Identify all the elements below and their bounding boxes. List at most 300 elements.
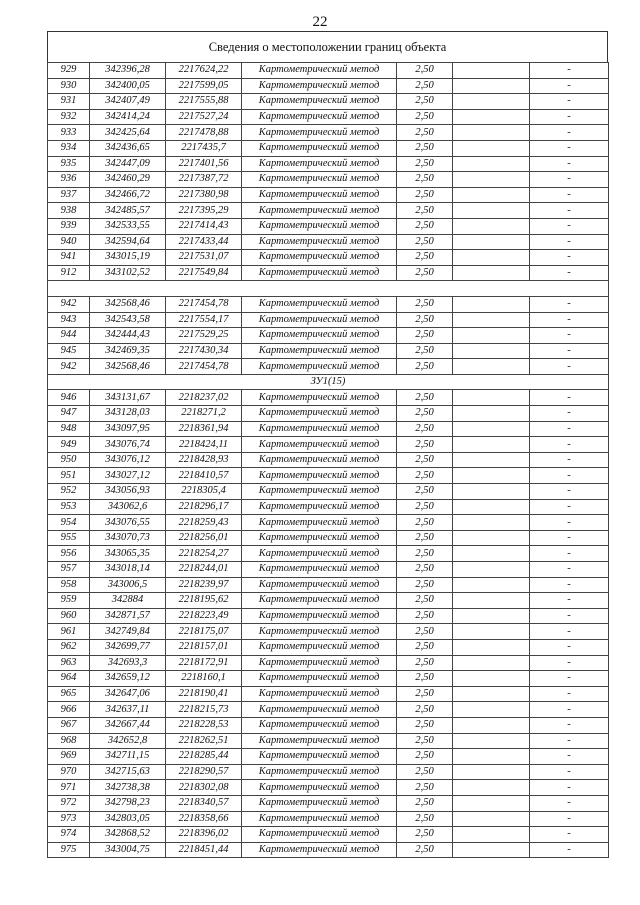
precision-cell: 2,50 bbox=[397, 94, 453, 110]
empty-cell bbox=[453, 780, 530, 796]
empty-cell bbox=[453, 749, 530, 765]
method-cell: Картометрический метод bbox=[242, 733, 397, 749]
table-row bbox=[48, 702, 609, 718]
point-number: 932 bbox=[48, 109, 90, 125]
coord-y: 2218215,73 bbox=[166, 702, 242, 718]
coord-x: 342637,11 bbox=[90, 702, 166, 718]
dash-cell: - bbox=[530, 546, 609, 562]
dash-cell: - bbox=[530, 624, 609, 640]
table-row bbox=[48, 156, 609, 172]
point-number: 953 bbox=[48, 499, 90, 515]
coord-x: 342469,35 bbox=[90, 343, 166, 359]
table-row bbox=[48, 764, 609, 780]
precision-cell: 2,50 bbox=[397, 156, 453, 172]
coord-y: 2218296,17 bbox=[166, 499, 242, 515]
point-number: 969 bbox=[48, 749, 90, 765]
coord-y: 2218239,97 bbox=[166, 577, 242, 593]
coord-x: 342711,15 bbox=[90, 749, 166, 765]
dash-cell: - bbox=[530, 577, 609, 593]
empty-cell bbox=[453, 78, 530, 94]
point-number: 971 bbox=[48, 780, 90, 796]
dash-cell: - bbox=[530, 530, 609, 546]
empty-cell bbox=[453, 63, 530, 79]
dash-cell: - bbox=[530, 78, 609, 94]
point-number: 952 bbox=[48, 484, 90, 500]
coord-x: 343076,12 bbox=[90, 452, 166, 468]
empty-cell bbox=[453, 234, 530, 250]
table-row bbox=[48, 78, 609, 94]
dash-cell: - bbox=[530, 343, 609, 359]
method-cell: Картометрический метод bbox=[242, 827, 397, 843]
empty-cell bbox=[453, 717, 530, 733]
point-number: 955 bbox=[48, 530, 90, 546]
precision-cell: 2,50 bbox=[397, 764, 453, 780]
table-row bbox=[48, 312, 609, 328]
method-cell: Картометрический метод bbox=[242, 717, 397, 733]
coord-x: 342803,05 bbox=[90, 811, 166, 827]
method-cell: Картометрический метод bbox=[242, 608, 397, 624]
precision-cell: 2,50 bbox=[397, 421, 453, 437]
point-number: 940 bbox=[48, 234, 90, 250]
method-cell: Картометрический метод bbox=[242, 484, 397, 500]
coord-y: 2217395,29 bbox=[166, 203, 242, 219]
method-cell: Картометрический метод bbox=[242, 406, 397, 422]
dash-cell: - bbox=[530, 265, 609, 281]
point-number: 951 bbox=[48, 468, 90, 484]
dash-cell: - bbox=[530, 827, 609, 843]
table-row bbox=[48, 484, 609, 500]
table-row bbox=[48, 140, 609, 156]
empty-cell bbox=[453, 655, 530, 671]
table-title: Сведения о местоположении границ объекта bbox=[47, 31, 608, 62]
coordinates-table bbox=[47, 62, 609, 858]
coord-x: 342667,44 bbox=[90, 717, 166, 733]
point-number: 937 bbox=[48, 187, 90, 203]
empty-cell bbox=[453, 172, 530, 188]
dash-cell: - bbox=[530, 795, 609, 811]
table-row bbox=[48, 717, 609, 733]
method-cell: Картометрический метод bbox=[242, 577, 397, 593]
table-row bbox=[48, 655, 609, 671]
precision-cell: 2,50 bbox=[397, 452, 453, 468]
precision-cell: 2,50 bbox=[397, 842, 453, 858]
method-cell: Картометрический метод bbox=[242, 172, 397, 188]
table-row bbox=[48, 187, 609, 203]
point-number: 960 bbox=[48, 608, 90, 624]
coord-y: 2217624,22 bbox=[166, 63, 242, 79]
precision-cell: 2,50 bbox=[397, 624, 453, 640]
precision-cell: 2,50 bbox=[397, 390, 453, 406]
empty-cell bbox=[453, 733, 530, 749]
coord-x: 342659,12 bbox=[90, 671, 166, 687]
coord-y: 2218410,57 bbox=[166, 468, 242, 484]
coord-x: 343128,03 bbox=[90, 406, 166, 422]
coord-y: 2217549,84 bbox=[166, 265, 242, 281]
method-cell: Картометрический метод bbox=[242, 218, 397, 234]
empty-cell bbox=[453, 359, 530, 375]
empty-cell bbox=[453, 593, 530, 609]
method-cell: Картометрический метод bbox=[242, 359, 397, 375]
coord-x: 343004,75 bbox=[90, 842, 166, 858]
point-number: 947 bbox=[48, 406, 90, 422]
coord-x: 342407,49 bbox=[90, 94, 166, 110]
point-number: 974 bbox=[48, 827, 90, 843]
precision-cell: 2,50 bbox=[397, 655, 453, 671]
point-number: 929 bbox=[48, 63, 90, 79]
coord-y: 2218271,2 bbox=[166, 406, 242, 422]
coord-y: 2218259,43 bbox=[166, 515, 242, 531]
coord-y: 2218302,08 bbox=[166, 780, 242, 796]
coord-y: 2218256,01 bbox=[166, 530, 242, 546]
table-row bbox=[48, 296, 609, 312]
dash-cell: - bbox=[530, 655, 609, 671]
boundary-table-sheet bbox=[47, 31, 608, 858]
coord-x: 342485,57 bbox=[90, 203, 166, 219]
method-cell: Картометрический метод bbox=[242, 343, 397, 359]
point-number: 949 bbox=[48, 437, 90, 453]
point-number: 945 bbox=[48, 343, 90, 359]
dash-cell: - bbox=[530, 140, 609, 156]
empty-cell bbox=[453, 546, 530, 562]
empty-cell bbox=[453, 406, 530, 422]
point-number: 968 bbox=[48, 733, 90, 749]
coord-x: 343131,67 bbox=[90, 390, 166, 406]
coord-x: 343102,52 bbox=[90, 265, 166, 281]
point-number: 975 bbox=[48, 842, 90, 858]
coord-x: 342447,09 bbox=[90, 156, 166, 172]
point-number: 962 bbox=[48, 639, 90, 655]
method-cell: Картометрический метод bbox=[242, 562, 397, 578]
method-cell: Картометрический метод bbox=[242, 421, 397, 437]
precision-cell: 2,50 bbox=[397, 109, 453, 125]
coord-x: 342533,55 bbox=[90, 218, 166, 234]
dash-cell: - bbox=[530, 359, 609, 375]
dash-cell: - bbox=[530, 437, 609, 453]
method-cell: Картометрический метод bbox=[242, 109, 397, 125]
dash-cell: - bbox=[530, 717, 609, 733]
method-cell: Картометрический метод bbox=[242, 546, 397, 562]
table-row bbox=[48, 452, 609, 468]
coord-x: 342749,84 bbox=[90, 624, 166, 640]
dash-cell: - bbox=[530, 686, 609, 702]
coord-y: 2217529,25 bbox=[166, 328, 242, 344]
method-cell: Картометрический метод bbox=[242, 702, 397, 718]
coord-x: 342543,58 bbox=[90, 312, 166, 328]
empty-cell bbox=[453, 624, 530, 640]
dash-cell: - bbox=[530, 125, 609, 141]
coord-y: 2218305,4 bbox=[166, 484, 242, 500]
coord-x: 342715,63 bbox=[90, 764, 166, 780]
dash-cell: - bbox=[530, 764, 609, 780]
dash-cell: - bbox=[530, 468, 609, 484]
coord-y: 2217430,34 bbox=[166, 343, 242, 359]
point-number: 964 bbox=[48, 671, 90, 687]
empty-cell bbox=[453, 250, 530, 266]
method-cell: Картометрический метод bbox=[242, 764, 397, 780]
method-cell: Картометрический метод bbox=[242, 78, 397, 94]
table-row bbox=[48, 250, 609, 266]
coord-y: 2218428,93 bbox=[166, 452, 242, 468]
empty-cell bbox=[453, 437, 530, 453]
dash-cell: - bbox=[530, 156, 609, 172]
empty-cell bbox=[453, 639, 530, 655]
empty-cell bbox=[453, 421, 530, 437]
section-label-row bbox=[48, 374, 609, 390]
precision-cell: 2,50 bbox=[397, 593, 453, 609]
method-cell: Картометрический метод bbox=[242, 530, 397, 546]
coord-y: 2217531,07 bbox=[166, 250, 242, 266]
table-row bbox=[48, 437, 609, 453]
coord-x: 342652,8 bbox=[90, 733, 166, 749]
table-row bbox=[48, 749, 609, 765]
dash-cell: - bbox=[530, 109, 609, 125]
coord-y: 2218396,02 bbox=[166, 827, 242, 843]
point-number: 965 bbox=[48, 686, 90, 702]
method-cell: Картометрический метод bbox=[242, 187, 397, 203]
coord-y: 2218172,91 bbox=[166, 655, 242, 671]
point-number: 948 bbox=[48, 421, 90, 437]
dash-cell: - bbox=[530, 608, 609, 624]
method-cell: Картометрический метод bbox=[242, 312, 397, 328]
precision-cell: 2,50 bbox=[397, 749, 453, 765]
coord-x: 342594,64 bbox=[90, 234, 166, 250]
coord-x: 342798,23 bbox=[90, 795, 166, 811]
empty-cell bbox=[453, 608, 530, 624]
empty-cell bbox=[453, 109, 530, 125]
empty-cell bbox=[453, 562, 530, 578]
point-number: 946 bbox=[48, 390, 90, 406]
precision-cell: 2,50 bbox=[397, 702, 453, 718]
empty-cell bbox=[453, 328, 530, 344]
point-number: 935 bbox=[48, 156, 90, 172]
point-number: 933 bbox=[48, 125, 90, 141]
coord-y: 2217555,88 bbox=[166, 94, 242, 110]
dash-cell: - bbox=[530, 187, 609, 203]
precision-cell: 2,50 bbox=[397, 172, 453, 188]
empty-cell bbox=[453, 811, 530, 827]
method-cell: Картометрический метод bbox=[242, 437, 397, 453]
precision-cell: 2,50 bbox=[397, 811, 453, 827]
point-number: 966 bbox=[48, 702, 90, 718]
precision-cell: 2,50 bbox=[397, 686, 453, 702]
point-number: 950 bbox=[48, 452, 90, 468]
empty-cell bbox=[453, 577, 530, 593]
point-number: 959 bbox=[48, 593, 90, 609]
dash-cell: - bbox=[530, 328, 609, 344]
precision-cell: 2,50 bbox=[397, 608, 453, 624]
table-row bbox=[48, 546, 609, 562]
dash-cell: - bbox=[530, 499, 609, 515]
precision-cell: 2,50 bbox=[397, 125, 453, 141]
coord-x: 342444,43 bbox=[90, 328, 166, 344]
coord-y: 2217401,56 bbox=[166, 156, 242, 172]
empty-cell bbox=[453, 842, 530, 858]
coord-y: 2218228,53 bbox=[166, 717, 242, 733]
coord-y: 2218244,01 bbox=[166, 562, 242, 578]
empty-cell bbox=[453, 795, 530, 811]
table-row bbox=[48, 406, 609, 422]
blank-row-cell bbox=[48, 281, 609, 297]
method-cell: Картометрический метод bbox=[242, 624, 397, 640]
precision-cell: 2,50 bbox=[397, 187, 453, 203]
point-number: 938 bbox=[48, 203, 90, 219]
precision-cell: 2,50 bbox=[397, 359, 453, 375]
table-row bbox=[48, 328, 609, 344]
table-row bbox=[48, 780, 609, 796]
point-number: 941 bbox=[48, 250, 90, 266]
precision-cell: 2,50 bbox=[397, 577, 453, 593]
coord-x: 342436,65 bbox=[90, 140, 166, 156]
empty-cell bbox=[453, 686, 530, 702]
coord-y: 2218190,41 bbox=[166, 686, 242, 702]
coord-x: 343015,19 bbox=[90, 250, 166, 266]
dash-cell: - bbox=[530, 63, 609, 79]
table-row bbox=[48, 639, 609, 655]
method-cell: Картометрический метод bbox=[242, 749, 397, 765]
precision-cell: 2,50 bbox=[397, 515, 453, 531]
point-number: 942 bbox=[48, 296, 90, 312]
precision-cell: 2,50 bbox=[397, 546, 453, 562]
precision-cell: 2,50 bbox=[397, 484, 453, 500]
point-number: 967 bbox=[48, 717, 90, 733]
precision-cell: 2,50 bbox=[397, 780, 453, 796]
empty-cell bbox=[453, 140, 530, 156]
method-cell: Картометрический метод bbox=[242, 265, 397, 281]
method-cell: Картометрический метод bbox=[242, 842, 397, 858]
dash-cell: - bbox=[530, 94, 609, 110]
table-row bbox=[48, 499, 609, 515]
coord-x: 342414,24 bbox=[90, 109, 166, 125]
coord-x: 343027,12 bbox=[90, 468, 166, 484]
empty-cell bbox=[453, 827, 530, 843]
dash-cell: - bbox=[530, 515, 609, 531]
dash-cell: - bbox=[530, 639, 609, 655]
precision-cell: 2,50 bbox=[397, 312, 453, 328]
table-row bbox=[48, 203, 609, 219]
point-number: 930 bbox=[48, 78, 90, 94]
point-number: 956 bbox=[48, 546, 90, 562]
precision-cell: 2,50 bbox=[397, 328, 453, 344]
table-row bbox=[48, 686, 609, 702]
empty-cell bbox=[453, 296, 530, 312]
dash-cell: - bbox=[530, 234, 609, 250]
precision-cell: 2,50 bbox=[397, 530, 453, 546]
dash-cell: - bbox=[530, 172, 609, 188]
coord-y: 2217478,88 bbox=[166, 125, 242, 141]
point-number: 944 bbox=[48, 328, 90, 344]
method-cell: Картометрический метод bbox=[242, 780, 397, 796]
coord-x: 342568,46 bbox=[90, 296, 166, 312]
coord-x: 342693,3 bbox=[90, 655, 166, 671]
dash-cell: - bbox=[530, 312, 609, 328]
table-row bbox=[48, 624, 609, 640]
precision-cell: 2,50 bbox=[397, 78, 453, 94]
coord-y: 2218160,1 bbox=[166, 671, 242, 687]
table-row bbox=[48, 733, 609, 749]
precision-cell: 2,50 bbox=[397, 717, 453, 733]
coord-y: 2218262,51 bbox=[166, 733, 242, 749]
table-row bbox=[48, 125, 609, 141]
coord-x: 342425,64 bbox=[90, 125, 166, 141]
dash-cell: - bbox=[530, 203, 609, 219]
method-cell: Картометрический метод bbox=[242, 328, 397, 344]
coord-x: 342568,46 bbox=[90, 359, 166, 375]
coord-x: 343056,93 bbox=[90, 484, 166, 500]
coord-y: 2218290,57 bbox=[166, 764, 242, 780]
dash-cell: - bbox=[530, 842, 609, 858]
table-row bbox=[48, 795, 609, 811]
point-number: 957 bbox=[48, 562, 90, 578]
table-row bbox=[48, 359, 609, 375]
coord-y: 2217554,17 bbox=[166, 312, 242, 328]
precision-cell: 2,50 bbox=[397, 63, 453, 79]
empty-cell bbox=[453, 484, 530, 500]
dash-cell: - bbox=[530, 562, 609, 578]
table-row bbox=[48, 827, 609, 843]
coord-y: 2218358,66 bbox=[166, 811, 242, 827]
method-cell: Картометрический метод bbox=[242, 655, 397, 671]
coord-y: 2218237,02 bbox=[166, 390, 242, 406]
table-row bbox=[48, 515, 609, 531]
method-cell: Картометрический метод bbox=[242, 125, 397, 141]
coord-x: 342396,28 bbox=[90, 63, 166, 79]
method-cell: Картометрический метод bbox=[242, 811, 397, 827]
coord-y: 2217433,44 bbox=[166, 234, 242, 250]
point-number: 958 bbox=[48, 577, 90, 593]
table-row bbox=[48, 172, 609, 188]
point-number: 931 bbox=[48, 94, 90, 110]
empty-cell bbox=[453, 125, 530, 141]
table-row bbox=[48, 811, 609, 827]
precision-cell: 2,50 bbox=[397, 639, 453, 655]
empty-cell bbox=[453, 515, 530, 531]
table-row bbox=[48, 530, 609, 546]
dash-cell: - bbox=[530, 671, 609, 687]
method-cell: Картометрический метод bbox=[242, 593, 397, 609]
method-cell: Картометрический метод bbox=[242, 468, 397, 484]
point-number: 954 bbox=[48, 515, 90, 531]
dash-cell: - bbox=[530, 484, 609, 500]
method-cell: Картометрический метод bbox=[242, 250, 397, 266]
point-number: 961 bbox=[48, 624, 90, 640]
method-cell: Картометрический метод bbox=[242, 156, 397, 172]
table-row bbox=[48, 562, 609, 578]
dash-cell: - bbox=[530, 780, 609, 796]
blank-row bbox=[48, 281, 609, 297]
empty-cell bbox=[453, 530, 530, 546]
table-row bbox=[48, 265, 609, 281]
method-cell: Картометрический метод bbox=[242, 203, 397, 219]
section-label-row-cell: ЗУ1(15) bbox=[48, 374, 609, 390]
precision-cell: 2,50 bbox=[397, 671, 453, 687]
method-cell: Картометрический метод bbox=[242, 671, 397, 687]
precision-cell: 2,50 bbox=[397, 234, 453, 250]
coord-y: 2217527,24 bbox=[166, 109, 242, 125]
table-row bbox=[48, 109, 609, 125]
point-number: 936 bbox=[48, 172, 90, 188]
dash-cell: - bbox=[530, 390, 609, 406]
point-number: 972 bbox=[48, 795, 90, 811]
coord-x: 343076,55 bbox=[90, 515, 166, 531]
coord-y: 2218424,11 bbox=[166, 437, 242, 453]
empty-cell bbox=[453, 94, 530, 110]
page-number: 22 bbox=[312, 14, 328, 30]
method-cell: Картометрический метод bbox=[242, 499, 397, 515]
empty-cell bbox=[453, 671, 530, 687]
coord-y: 2217454,78 bbox=[166, 359, 242, 375]
precision-cell: 2,50 bbox=[397, 265, 453, 281]
point-number: 970 bbox=[48, 764, 90, 780]
